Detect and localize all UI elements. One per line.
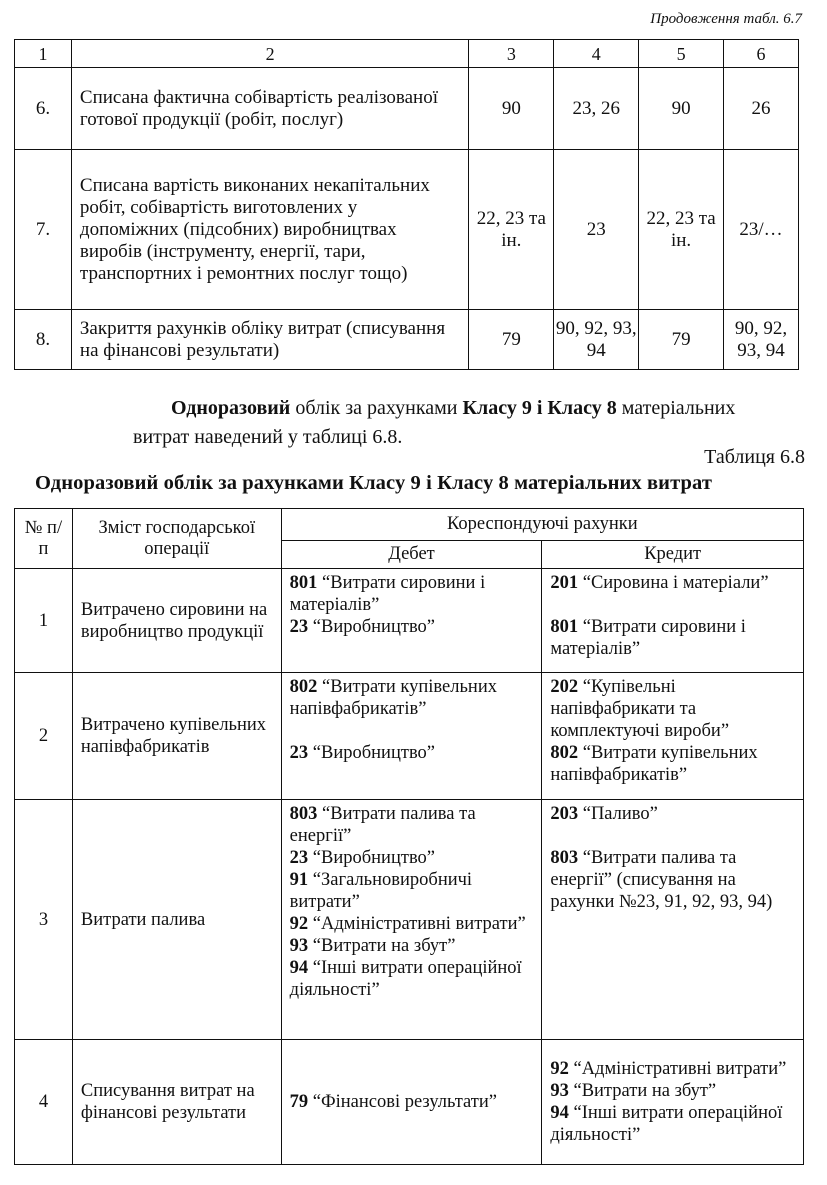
account-name: “Паливо” <box>578 804 658 824</box>
header-number: № п/п <box>15 509 73 569</box>
row-cell: 22, 23 та ін. <box>639 150 724 310</box>
account-code: 801 <box>289 573 318 593</box>
row-number: 2 <box>15 673 73 800</box>
table-6-8 <box>14 508 804 1165</box>
row-number: 4 <box>15 1040 73 1165</box>
table-row <box>15 800 804 1040</box>
row-operation: Витрачено купівельних напівфабрикатів <box>72 673 281 800</box>
table-row <box>15 150 799 310</box>
account-code: 92 <box>550 1059 569 1079</box>
credit-cell <box>542 673 804 800</box>
row-cell: 90, 92, 93, 94 <box>554 310 639 370</box>
account-name: “Витрати купівельних напівфабрикатів” <box>289 677 497 719</box>
table-row <box>15 310 799 370</box>
account-name: “Витрати на збут” <box>568 1081 717 1101</box>
entry <box>550 1058 795 1080</box>
row-description: Закриття рахунків обліку витрат (списування на фінансові результати) <box>71 310 468 370</box>
bold-term: Класу 9 і Класу 8 <box>462 397 617 419</box>
credit-cell <box>542 1040 804 1165</box>
header-cell: 5 <box>639 40 724 68</box>
paragraph-line-2: витрат наведений у таблиці 6.8. <box>133 426 403 448</box>
row-number: 1 <box>15 569 73 673</box>
row-number: 3 <box>15 800 73 1040</box>
entry <box>290 847 534 869</box>
header-cell: 3 <box>469 40 554 68</box>
entry <box>290 869 534 913</box>
entry <box>290 742 534 764</box>
entry <box>290 935 534 957</box>
row-cell: 22, 23 та ін. <box>469 150 554 310</box>
entry <box>550 572 795 594</box>
spacer <box>550 825 795 847</box>
paragraph-text: матеріальних <box>616 397 736 419</box>
table-row <box>15 1040 804 1165</box>
row-cell: 79 <box>639 310 724 370</box>
entry <box>550 847 795 913</box>
account-name: “Витрати палива та енергії” <box>289 804 476 846</box>
header-operation: Зміст господарської операції <box>72 509 281 569</box>
row-cell: 90 <box>469 68 554 150</box>
row-description: Списана фактична собівартість реалізованої готової продукції (робіт, послуг) <box>71 68 468 150</box>
paragraph-line-1 <box>133 394 813 423</box>
account-code: 23 <box>289 617 309 637</box>
account-code: 79 <box>289 1092 309 1112</box>
account-name: “Витрати купівельних напівфабрикатів” <box>550 743 758 785</box>
entry <box>550 803 795 825</box>
row-cell: 79 <box>469 310 554 370</box>
account-name: “Сировина і матеріали” <box>578 573 769 593</box>
table-row <box>15 673 804 800</box>
row-number: 7. <box>15 150 72 310</box>
account-name: “Витрати на збут” <box>308 936 456 956</box>
bold-term: Одноразовий <box>171 397 291 419</box>
header-cell: 4 <box>554 40 639 68</box>
account-name: “Витрати сировини і матеріалів” <box>289 573 486 615</box>
account-code: 801 <box>550 617 579 637</box>
account-code: 94 <box>289 958 309 978</box>
debit-cell <box>281 800 542 1040</box>
entry <box>290 1092 497 1112</box>
account-code: 93 <box>550 1081 569 1101</box>
account-name: “Фінансові результати” <box>308 1092 497 1112</box>
header-cell: 1 <box>15 40 72 68</box>
row-description: Списана вартість виконаних некапітальних робіт, собівартість виготовлених у допоміжних (підсобних) виробництвах виробів (інструменту, енергії, тари, транспортних і ремонтних послуг тощо) <box>71 150 468 310</box>
account-name: “Витрати палива та енергії” (списування на рахунки №23, 91, 92, 93, 94) <box>550 848 773 912</box>
entry <box>290 616 534 638</box>
header-credit: Кредит <box>542 541 804 569</box>
account-code: 803 <box>289 804 318 824</box>
account-name: “Виробництво” <box>308 848 436 868</box>
entry <box>550 616 795 660</box>
row-cell: 90, 92, 93, 94 <box>724 310 799 370</box>
header-debit: Дебет <box>281 541 542 569</box>
account-code: 803 <box>550 848 579 868</box>
table-title: Одноразовий облік за рахунками Класу 9 і Класу 8 матеріальних витрат <box>35 472 712 494</box>
account-code: 91 <box>289 870 309 890</box>
table-header-row <box>15 40 799 68</box>
debit-cell <box>281 673 542 800</box>
account-name: “Виробництво” <box>308 617 436 637</box>
row-operation: Списування витрат на фінансові результати <box>72 1040 281 1165</box>
intro-paragraph <box>133 394 813 452</box>
row-cell: 23 <box>554 150 639 310</box>
table-row <box>15 68 799 150</box>
account-code: 23 <box>289 743 309 763</box>
row-operation: Витрати палива <box>72 800 281 1040</box>
account-name: “Інші витрати операційної діяльності” <box>289 958 522 1000</box>
credit-cell <box>542 569 804 673</box>
account-code: 201 <box>550 573 579 593</box>
row-cell: 90 <box>639 68 724 150</box>
entry <box>290 676 534 720</box>
account-code: 802 <box>289 677 318 697</box>
table-6-7-continuation <box>14 39 799 370</box>
table-label: Таблиця 6.8 <box>704 446 805 468</box>
entry <box>290 957 534 1001</box>
header-cell: 2 <box>71 40 468 68</box>
spacer <box>290 720 534 742</box>
account-name: “Адміністративні витрати” <box>308 914 526 934</box>
table-row <box>15 569 804 673</box>
table-header-row <box>15 509 804 541</box>
account-name: “Адміністративні витрати” <box>568 1059 787 1079</box>
row-operation: Витрачено сировини на виробництво продукції <box>72 569 281 673</box>
account-code: 93 <box>289 936 309 956</box>
account-name: “Виробництво” <box>308 743 436 763</box>
account-name: “Купівельні напівфабрикати та комплектуючі вироби” <box>550 677 730 741</box>
account-code: 202 <box>550 677 579 697</box>
spacer <box>550 594 795 616</box>
entry <box>550 1102 795 1146</box>
account-code: 94 <box>550 1103 569 1123</box>
row-number: 6. <box>15 68 72 150</box>
continuation-label: Продовження табл. 6.7 <box>650 11 802 27</box>
paragraph-text: облік за рахунками <box>290 397 463 419</box>
row-number: 8. <box>15 310 72 370</box>
row-cell: 23, 26 <box>554 68 639 150</box>
entry <box>550 742 795 786</box>
account-name: “Загальновиробничі витрати” <box>289 870 473 912</box>
account-code: 23 <box>289 848 309 868</box>
account-name: “Витрати сировини і матеріалів” <box>550 617 746 659</box>
entry <box>290 572 534 616</box>
entry <box>550 676 795 742</box>
entry <box>290 803 534 847</box>
account-code: 92 <box>289 914 309 934</box>
credit-cell <box>542 800 804 1040</box>
account-name: “Інші витрати операційної діяльності” <box>550 1103 783 1145</box>
header-cell: 6 <box>724 40 799 68</box>
account-code: 203 <box>550 804 579 824</box>
row-cell: 26 <box>724 68 799 150</box>
header-corresponding-accounts: Кореспондуючі рахунки <box>281 509 803 541</box>
entry <box>290 913 534 935</box>
debit-cell <box>281 1040 542 1165</box>
entry <box>550 1080 795 1102</box>
debit-cell <box>281 569 542 673</box>
row-cell: 23/… <box>724 150 799 310</box>
account-code: 802 <box>550 743 579 763</box>
